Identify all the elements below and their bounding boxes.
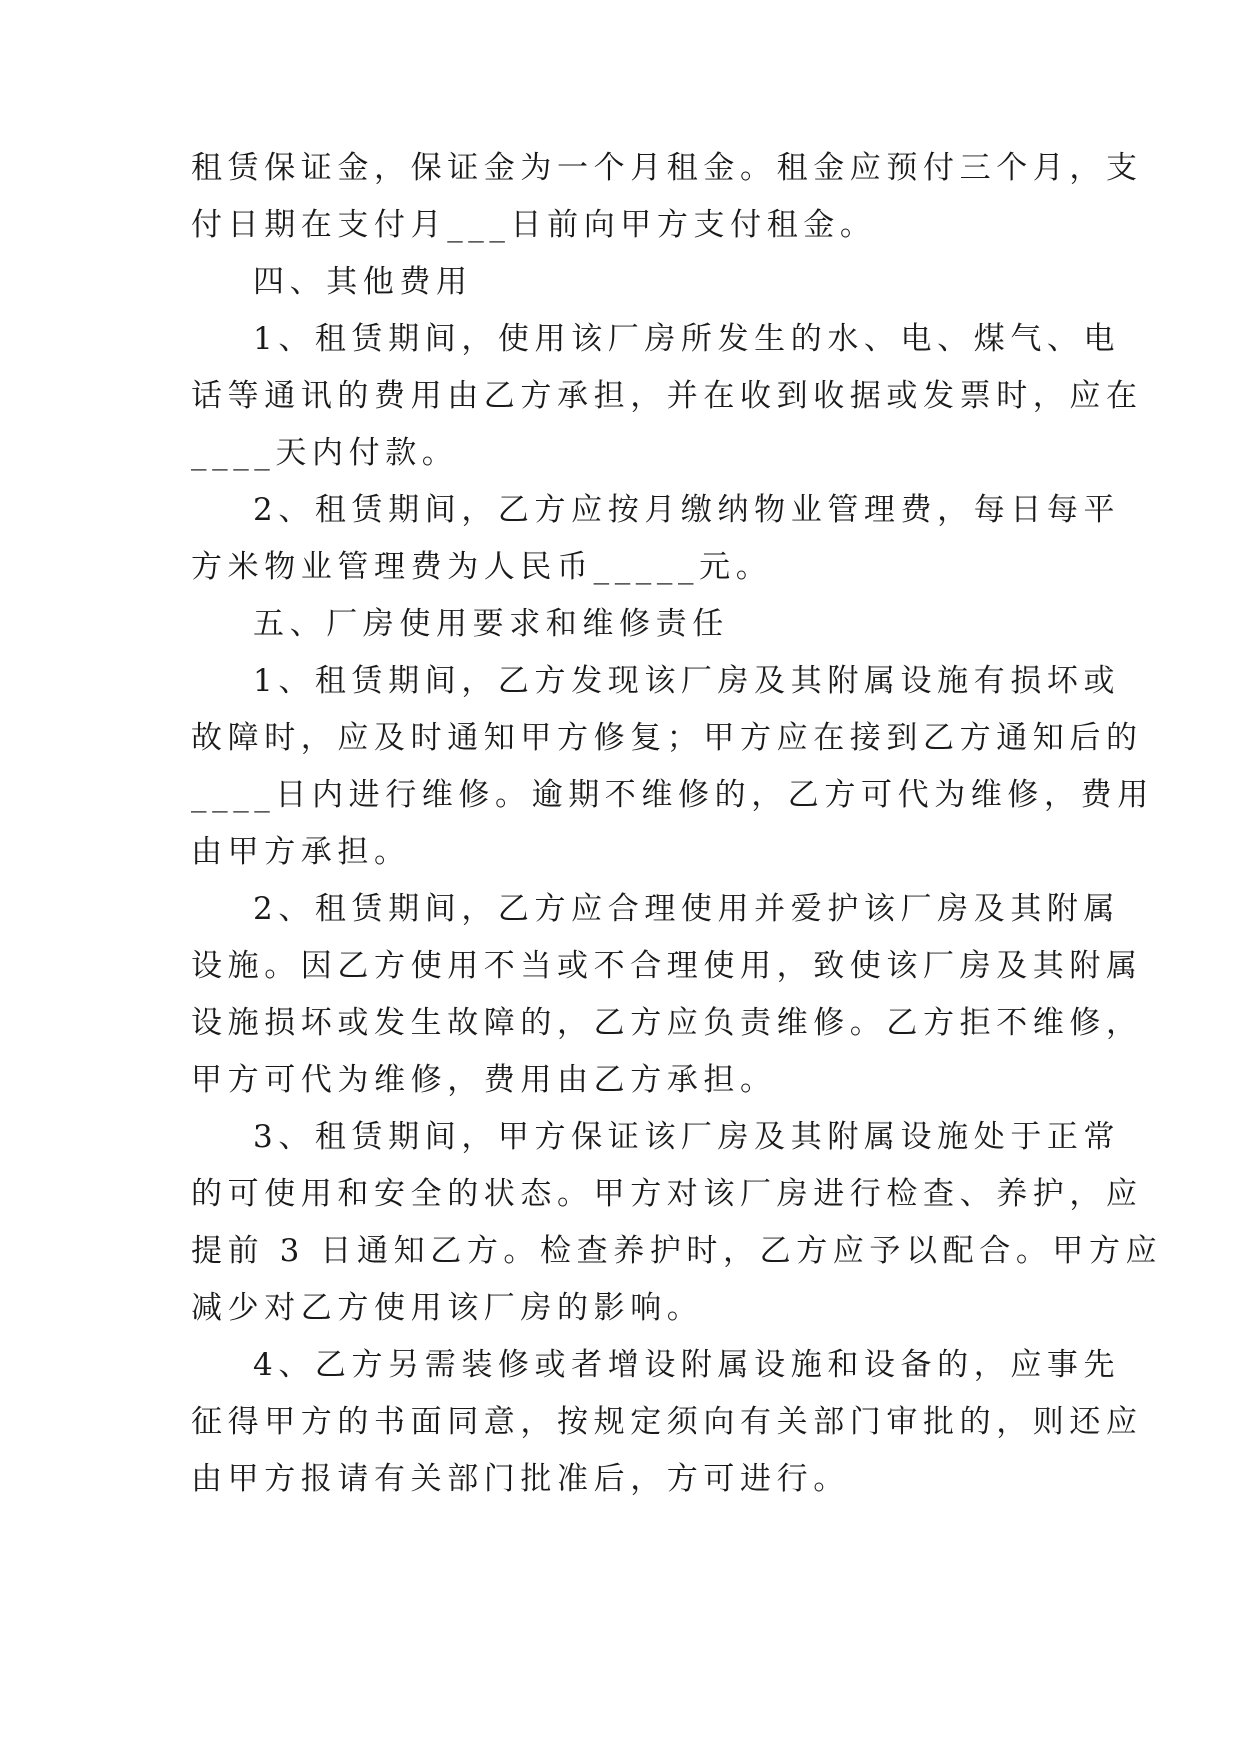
text-line: ____天内付款。 bbox=[191, 435, 459, 471]
text-line: 4、乙方另需装修或者增设附属设施和设备的，应事先 bbox=[253, 1347, 1121, 1383]
text-line: 征得甲方的书面同意，按规定须向有关部门审批的，则还应 bbox=[191, 1404, 1143, 1440]
text-line: 故障时，应及时通知甲方修复；甲方应在接到乙方通知后的 bbox=[191, 720, 1143, 756]
text-line: 方米物业管理费为人民币_____元。 bbox=[191, 549, 773, 585]
text-line: 设施损坏或发生故障的，乙方应负责维修。乙方拒不维修， bbox=[191, 1005, 1143, 1041]
text-line: 3、租赁期间，甲方保证该厂房及其附属设施处于正常 bbox=[253, 1119, 1121, 1155]
text-line: 提前 3 日通知乙方。检查养护时，乙方应予以配合。甲方应 bbox=[191, 1233, 1163, 1269]
text-line: 设施。因乙方使用不当或不合理使用，致使该厂房及其附属 bbox=[191, 948, 1143, 984]
section-heading: 五、厂房使用要求和维修责任 bbox=[253, 606, 729, 642]
text-line: 1、租赁期间，乙方发现该厂房及其附属设施有损坏或 bbox=[253, 663, 1121, 699]
text-line: 2、租赁期间，乙方应合理使用并爱护该厂房及其附属 bbox=[253, 891, 1121, 927]
text-line: 付日期在支付月___日前向甲方支付租金。 bbox=[191, 207, 877, 243]
text-line: 由甲方承担。 bbox=[191, 834, 411, 870]
text-line: 租赁保证金，保证金为一个月租金。租金应预付三个月，支 bbox=[191, 150, 1143, 186]
text-line: 1、租赁期间，使用该厂房所发生的水、电、煤气、电 bbox=[253, 321, 1121, 357]
text-line: 由甲方报请有关部门批准后，方可进行。 bbox=[191, 1461, 850, 1497]
text-line: 2、租赁期间，乙方应按月缴纳物业管理费，每日每平 bbox=[253, 492, 1121, 528]
text-line: 减少对乙方使用该厂房的影响。 bbox=[191, 1290, 704, 1326]
section-heading: 四、其他费用 bbox=[253, 264, 473, 300]
text-line: 话等通讯的费用由乙方承担，并在收到收据或发票时，应在 bbox=[191, 378, 1143, 414]
text-line: 甲方可代为维修，费用由乙方承担。 bbox=[191, 1062, 777, 1098]
text-line: ____日内进行维修。逾期不维修的，乙方可代为维修，费用 bbox=[191, 777, 1154, 813]
text-line: 的可使用和安全的状态。甲方对该厂房进行检查、养护，应 bbox=[191, 1176, 1143, 1212]
